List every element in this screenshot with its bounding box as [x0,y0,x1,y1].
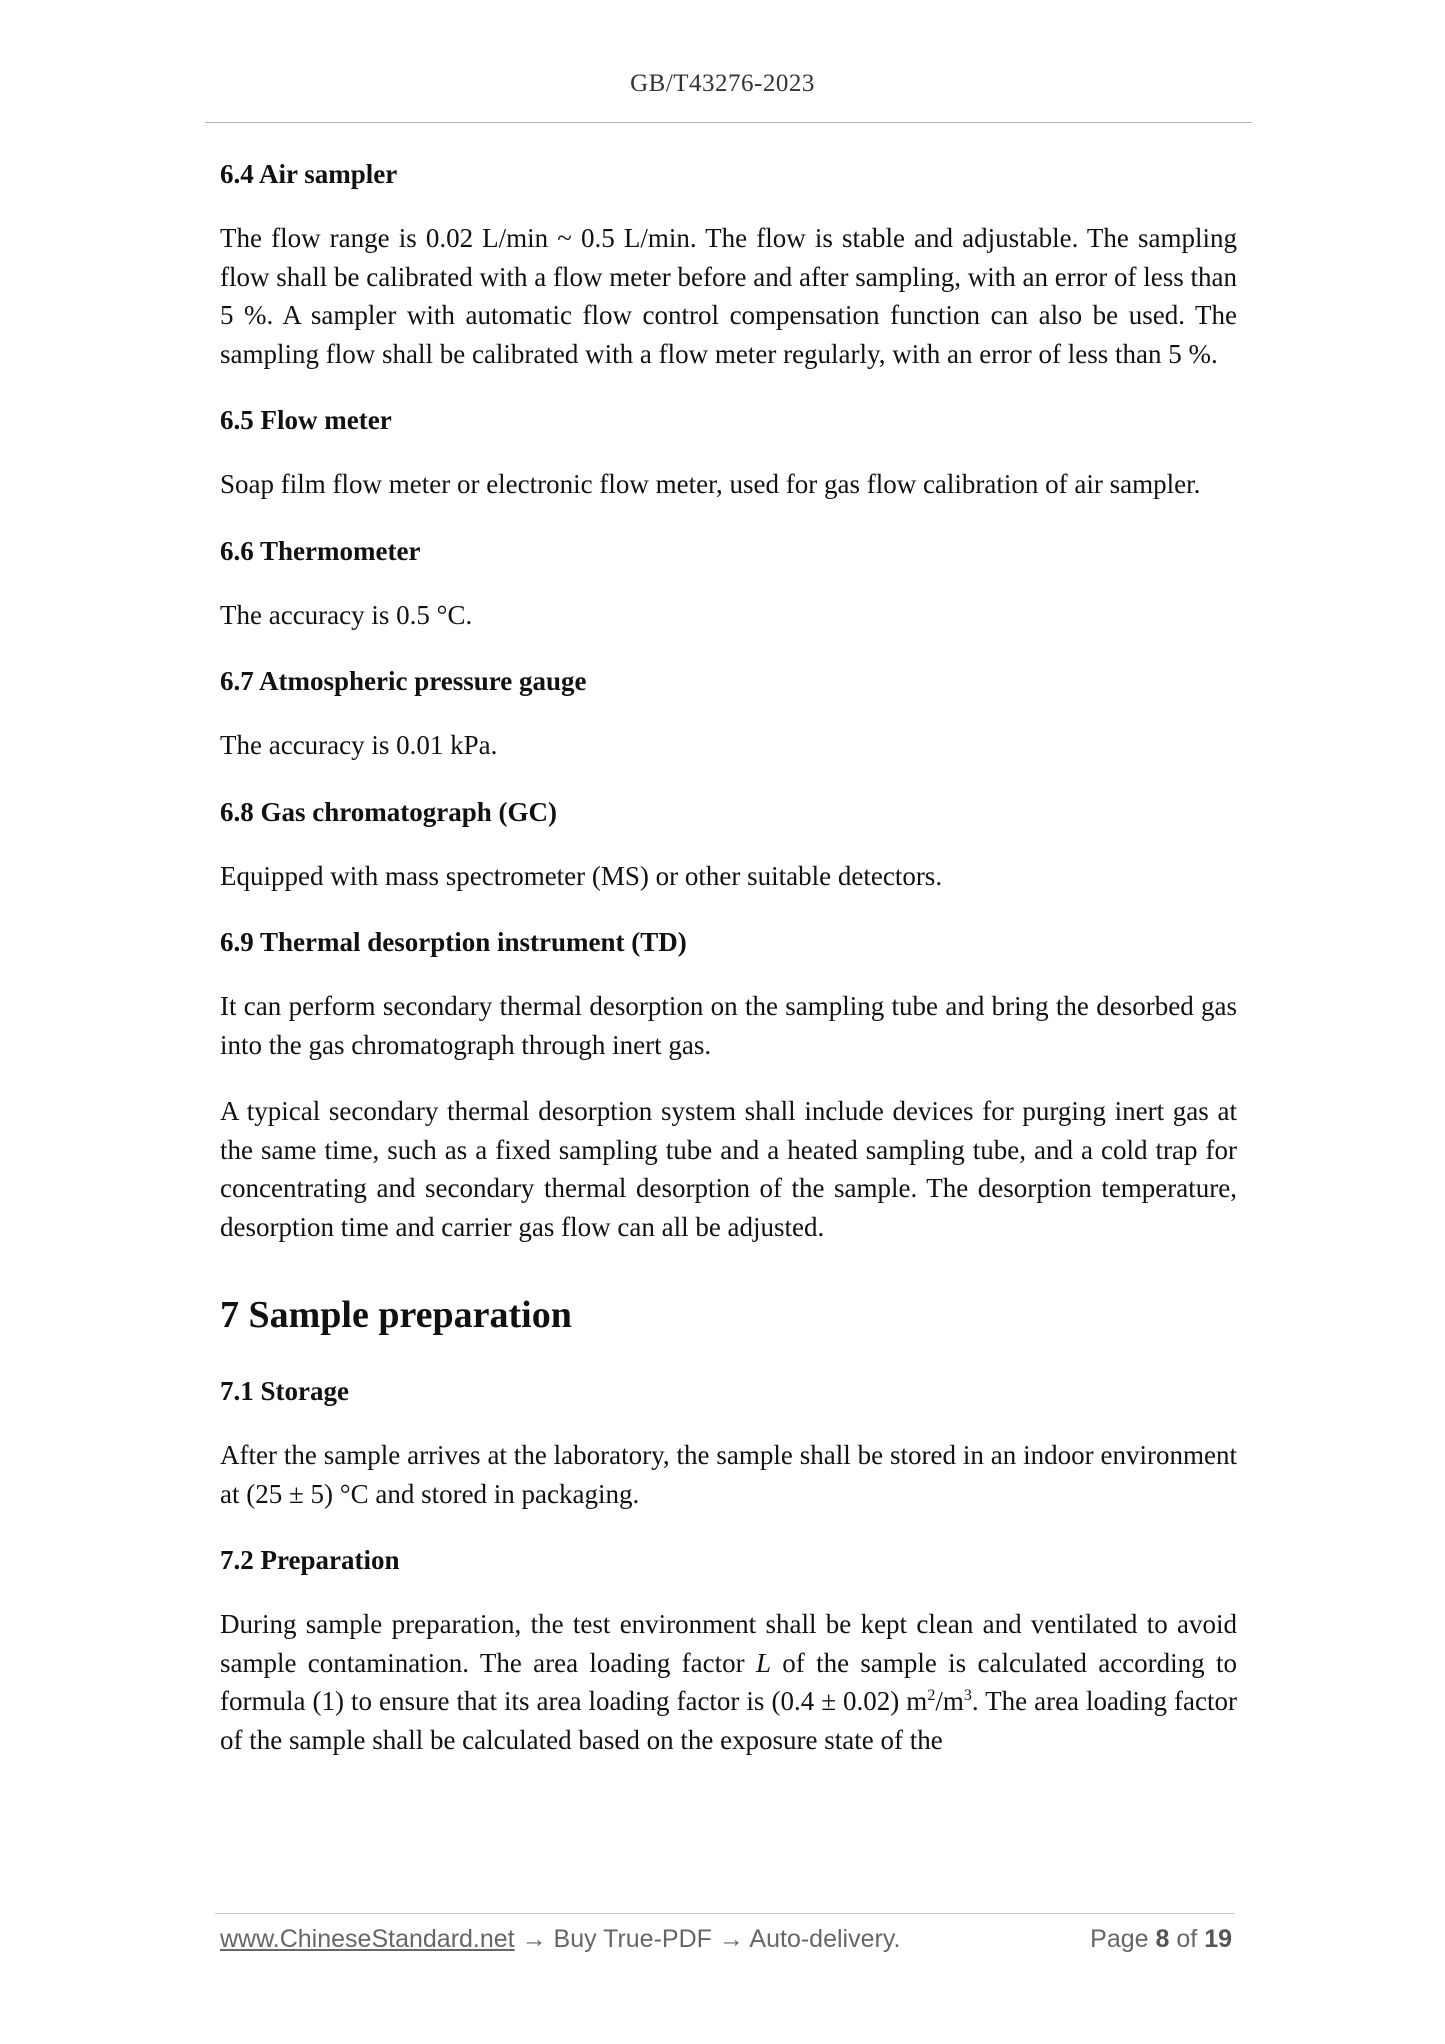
document-header [0,70,1445,98]
superscript: 3 [963,1687,972,1704]
body-text: /m [935,1686,964,1716]
section-6-9-body-1: It can perform secondary thermal desorption on the sampling tube and bring the desorbed gas into the gas chromatograph through inert gas. [220,991,1237,1060]
header-divider [205,122,1252,123]
section-6-7-body: The accuracy is 0.01 kPa. [220,730,498,760]
section-6-6-heading: 6.6 Thermometer [220,535,421,566]
arrow-icon: → [711,1925,750,1953]
section-7-1-body: After the sample arrives at the laboratory, the sample shall be stored in an indoor environment at (25 ± 5) °C and stored in packaging. [220,1440,1237,1509]
superscript: 2 [927,1687,936,1704]
page-number: 8 [1155,1925,1170,1953]
section-7-1-heading: 7.1 Storage [220,1376,349,1406]
footer-promo [220,1925,900,1954]
buy-text: Buy True-PDF [553,1925,712,1953]
page-total: 19 [1204,1925,1232,1953]
section-6-9-heading: 6.9 Thermal desorption instrument (TD) [220,927,687,957]
arrow-icon: → [514,1925,554,1953]
body-text: of the sample is calculated according to formula (1) to ensure that its area loading factor is (0.4 ± 0.02) m [220,1647,1237,1716]
section-6-4-heading: 6.4 Air sampler [220,159,398,189]
section-6-5-body: Soap film flow meter or electronic flow meter, used for gas flow calibration of air sampler. [220,469,1201,499]
section-6-4-body: The flow range is 0.02 L/min ~ 0.5 L/min. The flow is stable and adjustable. The sampling flow shall be calibrated with a flow meter before and after sampling, with an error of less than 5 %. A sampler with automatic flow control compensation function can also be used. The sampling flow shall be calibrated with a flow meter regularly, with an error of less than 5 %. [220,223,1237,369]
section-6-6-body: The accuracy is 0.5 °C. [220,599,473,630]
document-body [220,155,1237,1787]
page-indicator [1090,1925,1232,1954]
section-7-2-body [220,1605,1237,1759]
document-id: GB/T43276-2023 [630,70,815,97]
variable-l: L [755,1647,771,1678]
section-6-9-body-2: A typical secondary thermal desorption system shall include devices for purging inert gas at the same time, such as a fixed sampling tube and a heated sampling tube, and a cold trap for concentrating and secondary thermal desorption of the sample. The desorption temperature, desorption time and carrier gas flow can all be adjusted. [220,1096,1237,1242]
section-6-8-body: Equipped with mass spectrometer (MS) or other suitable detectors. [220,860,943,891]
section-7-2-heading: 7.2 Preparation [220,1545,400,1575]
section-6-8-heading: 6.8 Gas chromatograph (GC) [220,796,557,827]
body-text: During sample preparation, the test environment shall be kept clean and ventilated to avoid sample contamination. The area loading factor [220,1609,1237,1678]
site-link[interactable]: www.ChineseStandard.net [220,1925,515,1953]
delivery-text: Auto-delivery. [749,1925,901,1953]
of-label: of [1176,1925,1198,1953]
body-text: . The area loading factor of the sample shall be calculated based on the exposure state of the [220,1686,1238,1755]
section-7-heading: 7 Sample preparation [220,1294,572,1336]
footer-divider [215,1913,1235,1914]
section-6-7-heading: 6.7 Atmospheric pressure gauge [220,666,587,696]
section-6-5-heading: 6.5 Flow meter [220,405,392,435]
page-label: Page [1090,1925,1149,1953]
